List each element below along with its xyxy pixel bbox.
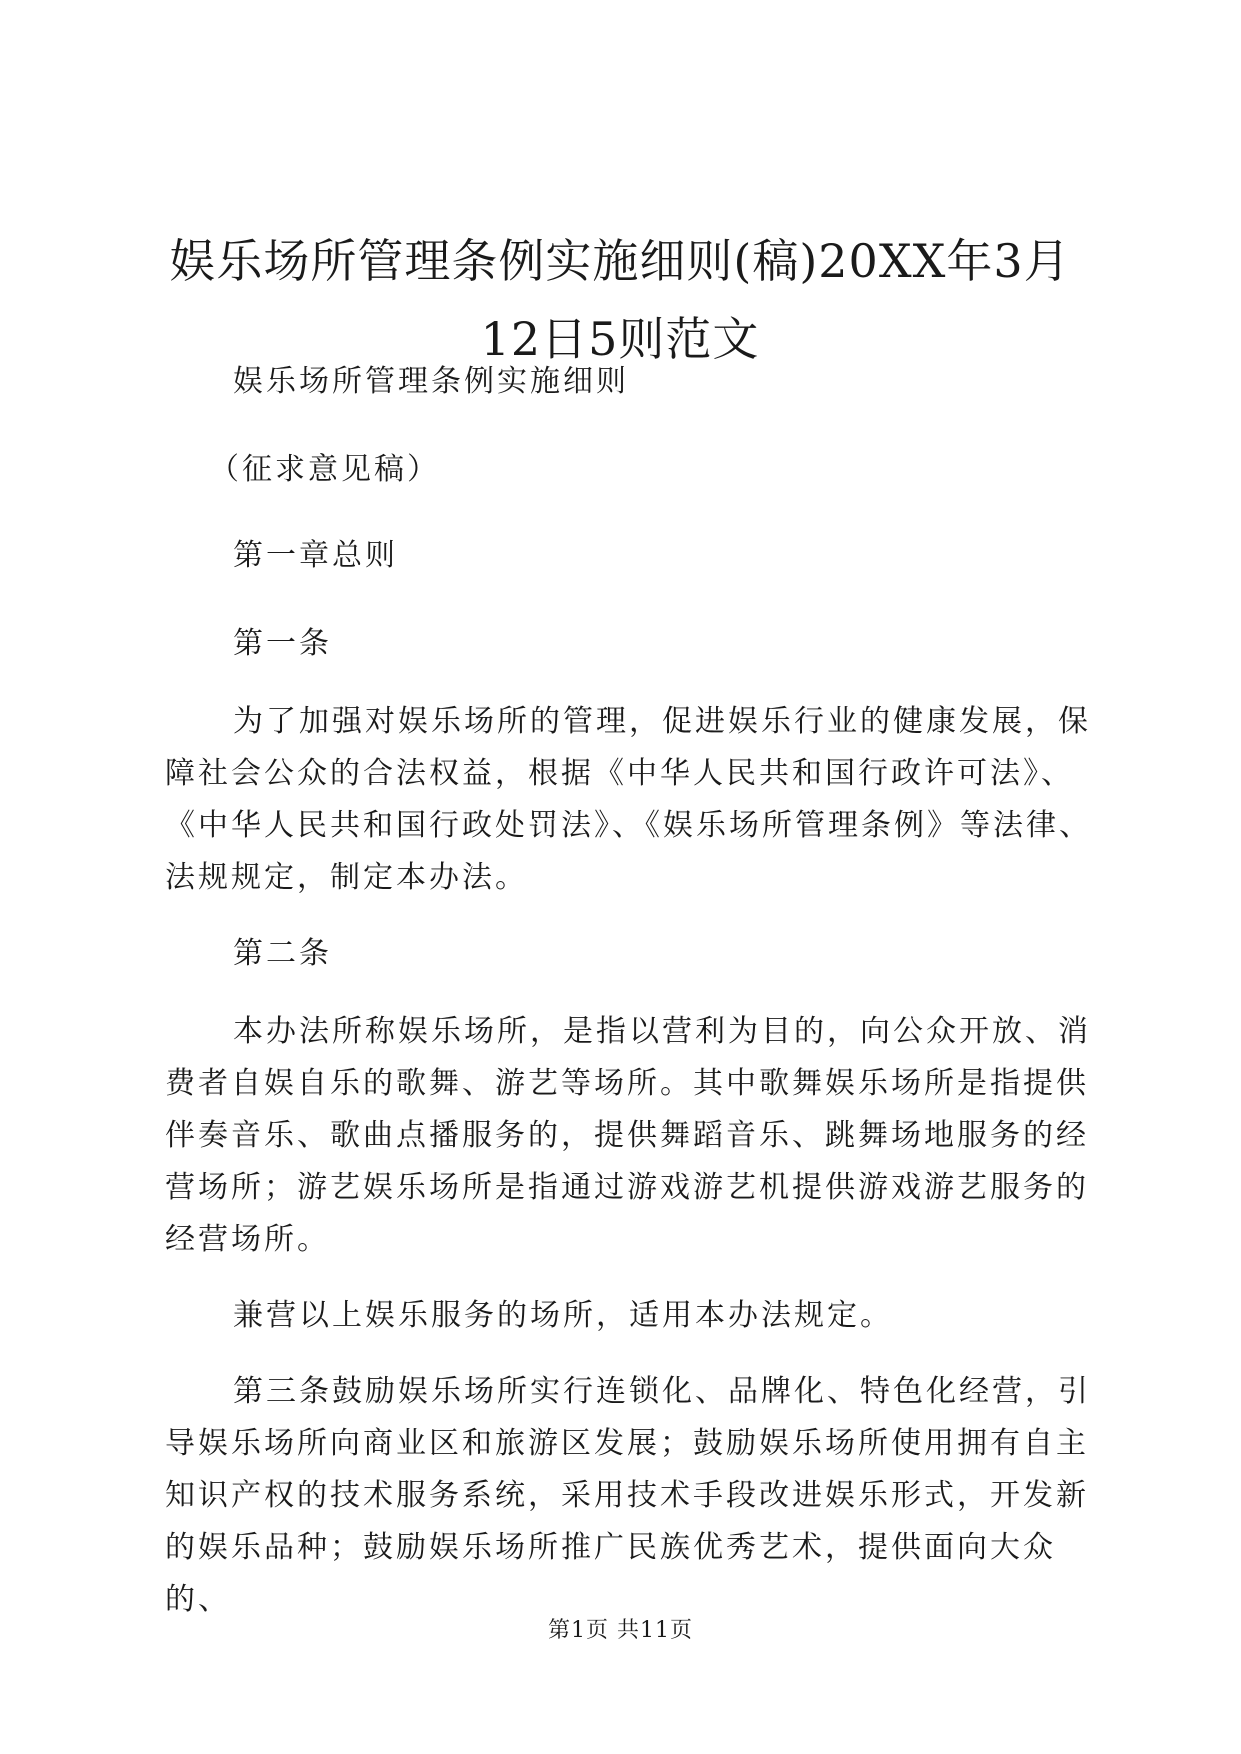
- title-line-1: 娱乐场所管理条例实施细则(稿)20XX年3月: [169, 234, 1071, 288]
- article-3-text: 第三条鼓励娱乐场所实行连锁化、品牌化、特色化经营，引导娱乐场所向商业区和旅游区发展；鼓励娱乐场所使用拥有自主知识产权的技术服务系统，采用技术手段改进娱乐形式，开发新的娱乐品种；鼓励娱乐场所推广民族优秀艺术，提供面向大众的、: [165, 1374, 1091, 1617]
- article-heading-1: 第一条: [233, 626, 332, 661]
- article-1-text: 为了加强对娱乐场所的管理，促进娱乐行业的健康发展，保障社会公众的合法权益，根据《中华人民共和国行政许可法》、《中华人民共和国行政处罚法》、《娱乐场所管理条例》等法律、法规规定，制定本办法。: [165, 704, 1092, 895]
- page-footer: 第1页 共11页: [548, 1618, 693, 1643]
- title-line-2: 12日5则范文: [480, 312, 760, 366]
- chapter-heading: 第一章总则: [233, 538, 398, 573]
- draft-note: （征求意见稿）: [209, 452, 440, 487]
- article-2-text: 本办法所称娱乐场所，是指以营利为目的，向公众开放、消费者自娱自乐的歌舞、游艺等场所。其中歌舞娱乐场所是指提供伴奏音乐、歌曲点播服务的，提供舞蹈音乐、跳舞场地服务的经营场所；游艺娱乐场所是指通过游戏游艺机提供游戏游艺服务的经营场所。: [165, 1014, 1091, 1257]
- document-title: [140, 222, 1100, 378]
- document-body: [165, 356, 1105, 1626]
- article-heading-2: 第二条: [233, 936, 332, 971]
- article-2-note: 兼营以上娱乐服务的场所，适用本办法规定。: [233, 1298, 893, 1333]
- subtitle: 娱乐场所管理条例实施细则: [233, 364, 629, 399]
